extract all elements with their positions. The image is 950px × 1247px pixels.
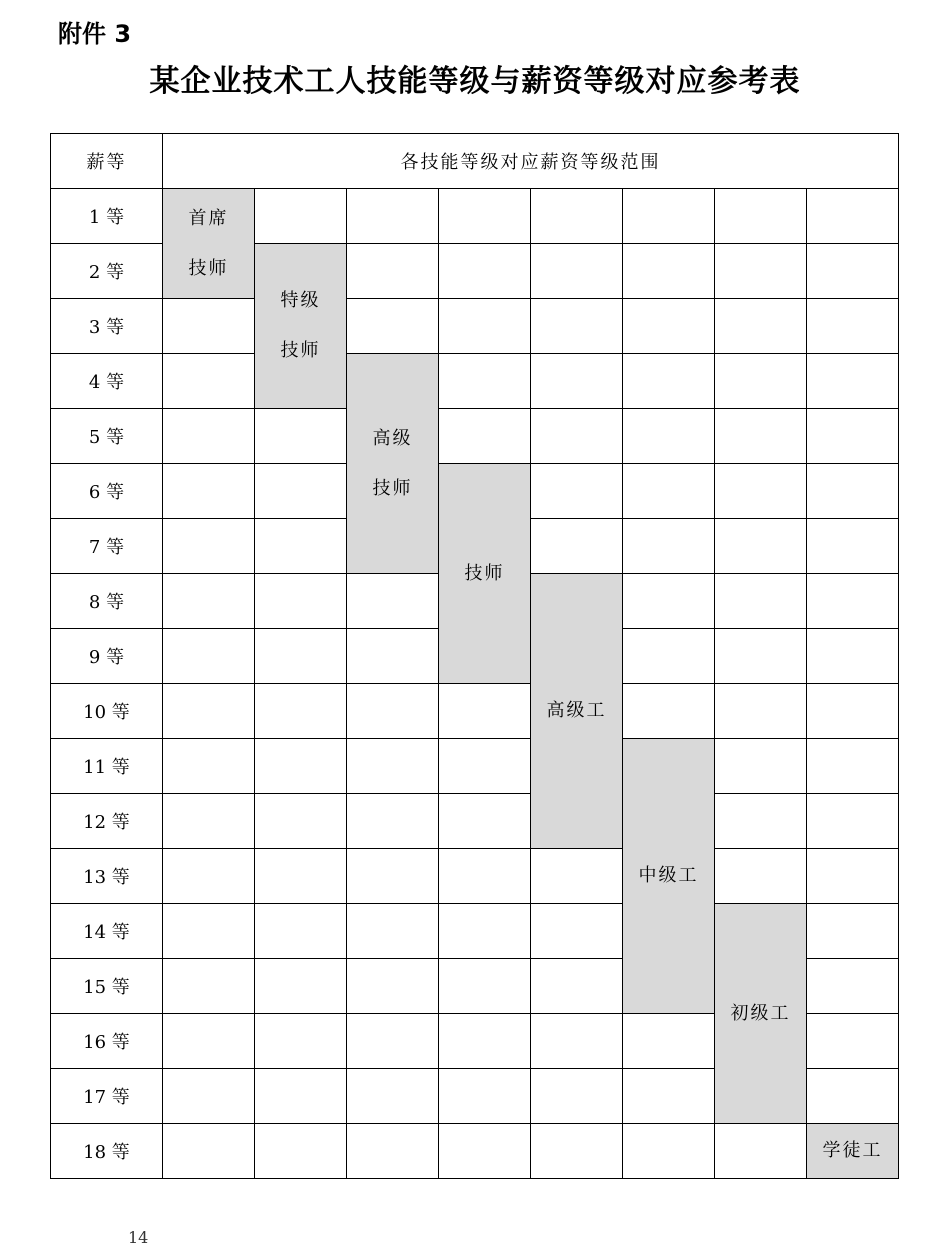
empty-cell bbox=[439, 849, 531, 904]
empty-cell bbox=[347, 574, 439, 629]
skill-level-cell bbox=[715, 904, 807, 1124]
empty-cell bbox=[163, 464, 255, 519]
empty-cell bbox=[623, 464, 715, 519]
empty-cell bbox=[623, 1069, 715, 1124]
empty-cell bbox=[715, 299, 807, 354]
empty-cell bbox=[715, 739, 807, 794]
table-header-row bbox=[51, 134, 899, 189]
empty-cell bbox=[163, 629, 255, 684]
empty-cell bbox=[255, 409, 347, 464]
table-row bbox=[51, 794, 899, 849]
empty-cell bbox=[531, 299, 623, 354]
empty-cell bbox=[347, 1124, 439, 1179]
skill-level-label bbox=[373, 414, 413, 514]
skill-level-cell bbox=[807, 1124, 899, 1179]
page-number: 14 bbox=[128, 1228, 149, 1247]
empty-cell bbox=[623, 244, 715, 299]
empty-cell bbox=[531, 1124, 623, 1179]
table-row bbox=[51, 1124, 899, 1179]
empty-cell bbox=[255, 684, 347, 739]
grade-cell bbox=[51, 849, 163, 904]
empty-cell bbox=[623, 684, 715, 739]
grade-cell bbox=[51, 519, 163, 574]
empty-cell bbox=[715, 794, 807, 849]
grade-label: 6 等 bbox=[88, 482, 125, 503]
empty-cell bbox=[439, 189, 531, 244]
page-title: 某企业技术工人技能等级与薪资等级对应参考表 bbox=[149, 64, 801, 99]
table-row bbox=[51, 464, 899, 519]
grade-label: 17 等 bbox=[83, 1087, 130, 1108]
empty-cell bbox=[347, 684, 439, 739]
grade-cell bbox=[51, 1124, 163, 1179]
table-row bbox=[51, 904, 899, 959]
skill-level-line: 特级 bbox=[280, 290, 321, 311]
empty-cell bbox=[439, 684, 531, 739]
skill-level-line: 技师 bbox=[280, 340, 321, 361]
grade-cell bbox=[51, 1069, 163, 1124]
empty-cell bbox=[163, 519, 255, 574]
empty-cell bbox=[715, 1124, 807, 1179]
table-row bbox=[51, 739, 899, 794]
grade-label: 12 等 bbox=[83, 812, 130, 833]
empty-cell bbox=[623, 574, 715, 629]
table-row bbox=[51, 189, 899, 244]
empty-cell bbox=[531, 519, 623, 574]
skill-level-label bbox=[189, 194, 229, 294]
grade-label: 10 等 bbox=[83, 702, 130, 723]
empty-cell bbox=[531, 189, 623, 244]
empty-cell bbox=[807, 519, 899, 574]
grade-label: 2 等 bbox=[88, 262, 125, 283]
empty-cell bbox=[439, 739, 531, 794]
grade-salary-table bbox=[50, 133, 899, 1179]
empty-cell bbox=[163, 739, 255, 794]
grade-cell bbox=[51, 1014, 163, 1069]
empty-cell bbox=[347, 244, 439, 299]
skill-level-label bbox=[731, 989, 791, 1039]
table-row bbox=[51, 849, 899, 904]
skill-level-cell bbox=[623, 739, 715, 1014]
grade-label: 3 等 bbox=[88, 317, 125, 338]
empty-cell bbox=[807, 629, 899, 684]
empty-cell bbox=[531, 904, 623, 959]
empty-cell bbox=[163, 1124, 255, 1179]
skill-level-cell bbox=[531, 574, 623, 849]
empty-cell bbox=[163, 299, 255, 354]
empty-cell bbox=[255, 629, 347, 684]
grade-label: 1 等 bbox=[88, 207, 125, 228]
empty-cell bbox=[439, 299, 531, 354]
grade-label: 15 等 bbox=[83, 977, 130, 998]
empty-cell bbox=[807, 1069, 899, 1124]
empty-cell bbox=[807, 354, 899, 409]
empty-cell bbox=[347, 794, 439, 849]
skill-level-cell bbox=[347, 354, 439, 574]
empty-cell bbox=[807, 849, 899, 904]
empty-cell bbox=[623, 354, 715, 409]
empty-cell bbox=[439, 1069, 531, 1124]
empty-cell bbox=[715, 684, 807, 739]
empty-cell bbox=[163, 849, 255, 904]
empty-cell bbox=[807, 464, 899, 519]
empty-cell bbox=[623, 189, 715, 244]
skill-level-line: 技师 bbox=[464, 562, 505, 584]
empty-cell bbox=[715, 849, 807, 904]
empty-cell bbox=[255, 519, 347, 574]
skill-level-line: 初级工 bbox=[730, 1002, 791, 1024]
empty-cell bbox=[163, 959, 255, 1014]
empty-cell bbox=[807, 739, 899, 794]
grade-label: 11 等 bbox=[83, 757, 130, 778]
empty-cell bbox=[623, 299, 715, 354]
empty-cell bbox=[807, 904, 899, 959]
empty-cell bbox=[439, 1124, 531, 1179]
header-grade: 薪等 bbox=[51, 134, 163, 189]
empty-cell bbox=[439, 1014, 531, 1069]
grade-label: 8 等 bbox=[88, 592, 125, 613]
grade-label: 5 等 bbox=[88, 427, 125, 448]
table-row bbox=[51, 409, 899, 464]
skill-level-line: 高级工 bbox=[546, 700, 607, 721]
grade-cell bbox=[51, 354, 163, 409]
grade-cell bbox=[51, 904, 163, 959]
empty-cell bbox=[807, 794, 899, 849]
table-row bbox=[51, 354, 899, 409]
header-range: 各技能等级对应薪资等级范围 bbox=[163, 134, 899, 189]
empty-cell bbox=[163, 1069, 255, 1124]
empty-cell bbox=[439, 354, 531, 409]
grade-cell bbox=[51, 794, 163, 849]
empty-cell bbox=[531, 849, 623, 904]
skill-level-label bbox=[823, 1126, 883, 1176]
skill-level-line: 首席 bbox=[188, 207, 229, 229]
empty-cell bbox=[715, 519, 807, 574]
empty-cell bbox=[623, 1124, 715, 1179]
skill-level-label bbox=[547, 686, 607, 736]
empty-cell bbox=[347, 1014, 439, 1069]
empty-cell bbox=[807, 574, 899, 629]
empty-cell bbox=[715, 464, 807, 519]
grade-cell bbox=[51, 574, 163, 629]
empty-cell bbox=[623, 1014, 715, 1069]
empty-cell bbox=[807, 189, 899, 244]
empty-cell bbox=[531, 409, 623, 464]
empty-cell bbox=[347, 299, 439, 354]
empty-cell bbox=[807, 244, 899, 299]
grade-label: 16 等 bbox=[83, 1032, 130, 1053]
skill-level-line: 学徒工 bbox=[822, 1140, 883, 1161]
skill-level-line: 技师 bbox=[372, 477, 413, 499]
empty-cell bbox=[439, 794, 531, 849]
empty-cell bbox=[255, 189, 347, 244]
empty-cell bbox=[531, 464, 623, 519]
empty-cell bbox=[439, 244, 531, 299]
empty-cell bbox=[531, 354, 623, 409]
empty-cell bbox=[531, 1069, 623, 1124]
empty-cell bbox=[807, 1014, 899, 1069]
grade-cell bbox=[51, 464, 163, 519]
empty-cell bbox=[807, 959, 899, 1014]
empty-cell bbox=[347, 189, 439, 244]
skill-level-label bbox=[281, 276, 321, 376]
empty-cell bbox=[715, 574, 807, 629]
grade-cell bbox=[51, 299, 163, 354]
empty-cell bbox=[623, 519, 715, 574]
empty-cell bbox=[255, 794, 347, 849]
empty-cell bbox=[255, 1069, 347, 1124]
skill-level-cell bbox=[255, 244, 347, 409]
empty-cell bbox=[347, 629, 439, 684]
empty-cell bbox=[347, 739, 439, 794]
empty-cell bbox=[163, 409, 255, 464]
empty-cell bbox=[807, 684, 899, 739]
skill-level-line: 高级 bbox=[372, 427, 413, 449]
empty-cell bbox=[531, 244, 623, 299]
grade-cell bbox=[51, 409, 163, 464]
grade-label: 13 等 bbox=[83, 867, 130, 888]
skill-level-label bbox=[465, 549, 505, 599]
empty-cell bbox=[347, 959, 439, 1014]
empty-cell bbox=[347, 1069, 439, 1124]
empty-cell bbox=[163, 904, 255, 959]
table-row bbox=[51, 684, 899, 739]
grade-label: 14 等 bbox=[83, 922, 130, 943]
grade-cell bbox=[51, 684, 163, 739]
empty-cell bbox=[255, 464, 347, 519]
grade-label: 7 等 bbox=[88, 537, 125, 558]
attachment-label: 附件 3 bbox=[58, 20, 132, 48]
empty-cell bbox=[439, 904, 531, 959]
empty-cell bbox=[623, 629, 715, 684]
table-row bbox=[51, 299, 899, 354]
empty-cell bbox=[163, 354, 255, 409]
empty-cell bbox=[163, 1014, 255, 1069]
empty-cell bbox=[715, 354, 807, 409]
empty-cell bbox=[807, 409, 899, 464]
skill-level-cell bbox=[163, 189, 255, 299]
empty-cell bbox=[715, 189, 807, 244]
grade-cell bbox=[51, 244, 163, 299]
empty-cell bbox=[439, 409, 531, 464]
grade-cell bbox=[51, 959, 163, 1014]
empty-cell bbox=[255, 904, 347, 959]
grade-label: 18 等 bbox=[83, 1142, 130, 1163]
empty-cell bbox=[255, 1014, 347, 1069]
grade-cell bbox=[51, 189, 163, 244]
empty-cell bbox=[255, 739, 347, 794]
empty-cell bbox=[531, 959, 623, 1014]
empty-cell bbox=[255, 849, 347, 904]
skill-level-cell bbox=[439, 464, 531, 684]
empty-cell bbox=[715, 629, 807, 684]
empty-cell bbox=[347, 849, 439, 904]
grade-label: 9 等 bbox=[88, 647, 125, 668]
grade-cell bbox=[51, 629, 163, 684]
empty-cell bbox=[255, 1124, 347, 1179]
empty-cell bbox=[715, 244, 807, 299]
skill-level-label bbox=[639, 851, 699, 901]
empty-cell bbox=[807, 299, 899, 354]
empty-cell bbox=[623, 409, 715, 464]
empty-cell bbox=[163, 684, 255, 739]
grade-label: 4 等 bbox=[88, 372, 125, 393]
skill-level-line: 中级工 bbox=[638, 865, 699, 886]
skill-level-line: 技师 bbox=[188, 257, 229, 279]
grade-cell bbox=[51, 739, 163, 794]
empty-cell bbox=[255, 574, 347, 629]
empty-cell bbox=[439, 959, 531, 1014]
empty-cell bbox=[531, 1014, 623, 1069]
empty-cell bbox=[347, 904, 439, 959]
empty-cell bbox=[163, 794, 255, 849]
empty-cell bbox=[715, 409, 807, 464]
empty-cell bbox=[163, 574, 255, 629]
empty-cell bbox=[255, 959, 347, 1014]
